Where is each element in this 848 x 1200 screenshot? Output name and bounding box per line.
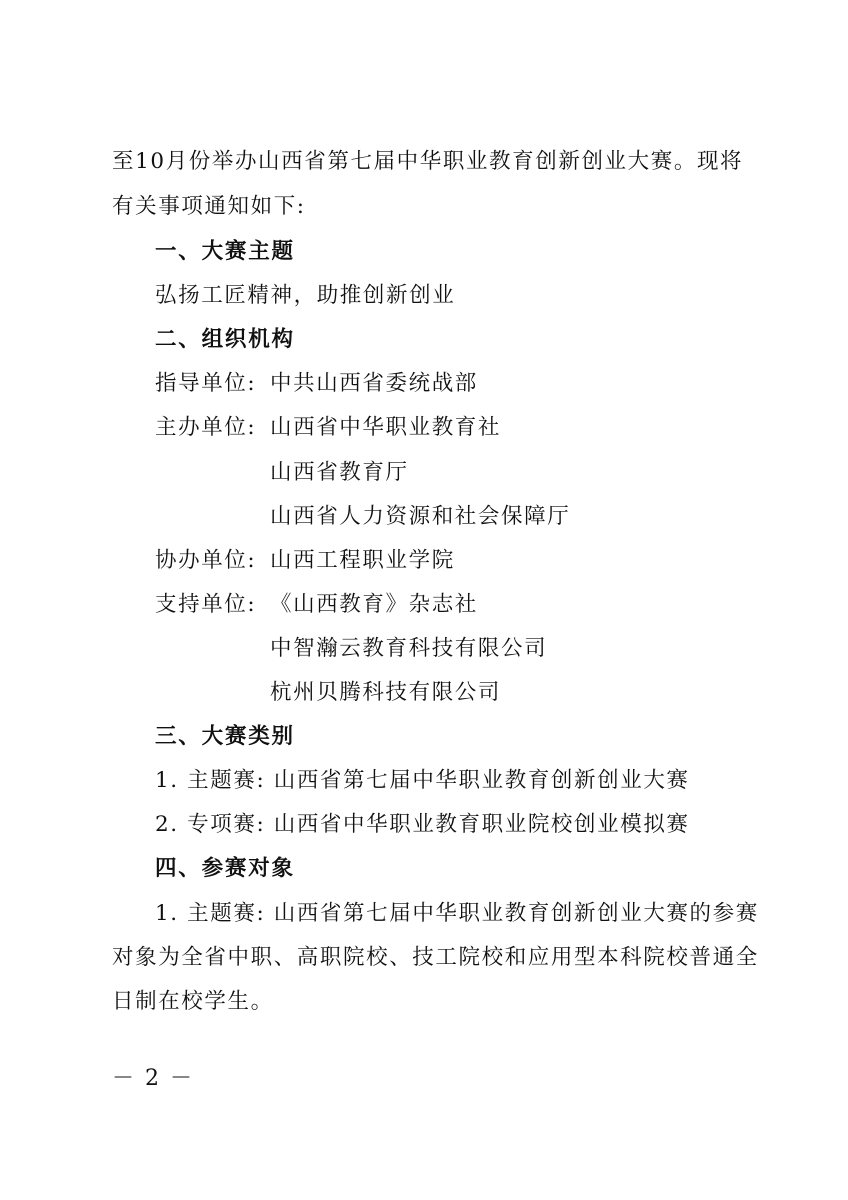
support-unit-value-3: 杭州贝腾科技有限公司: [270, 680, 502, 705]
category-item-1: 1. 主题赛: 山西省第七届中华职业教育创新创业大赛: [155, 768, 690, 793]
theme-text: 弘扬工匠精神，助推创新创业: [155, 283, 456, 308]
coorg-unit-value: 山西工程职业学院: [270, 548, 455, 573]
guide-unit-value: 中共山西省委统战部: [270, 371, 478, 396]
category-item-2: 2. 专项赛: 山西省中华职业教育职业院校创业模拟赛: [155, 812, 690, 837]
intro-line-2: 有关事项通知如下:: [112, 194, 306, 219]
support-unit-value-1: 《山西教育》杂志社: [270, 592, 478, 617]
section-heading-organization: 二、组织机构: [155, 327, 295, 352]
participants-para-line-1: 1. 主题赛: 山西省第七届中华职业教育创新创业大赛的参赛: [155, 901, 759, 926]
intro-line-1: 至10月份举办山西省第七届中华职业教育创新创业大赛。现将: [112, 149, 744, 174]
section-heading-theme: 一、大赛主题: [155, 239, 295, 264]
section-heading-participants: 四、参赛对象: [155, 856, 295, 881]
host-unit-value-2: 山西省教育厅: [270, 460, 409, 485]
support-unit-label: 支持单位:: [155, 592, 257, 617]
support-unit-value-2: 中智瀚云教育科技有限公司: [270, 636, 548, 661]
section-heading-category: 三、大赛类别: [155, 724, 295, 749]
guide-unit-label: 指导单位:: [155, 371, 257, 396]
coorg-unit-label: 协办单位:: [155, 548, 257, 573]
host-unit-value-3: 山西省人力资源和社会保障厅: [270, 504, 571, 529]
page-number: － 2 －: [112, 1066, 194, 1091]
host-unit-label: 主办单位:: [155, 415, 257, 440]
host-unit-value-1: 山西省中华职业教育社: [270, 415, 502, 440]
guide-unit-row: [155, 370, 256, 398]
participants-para-line-2: 对象为全省中职、高职院校、技工院校和应用型本科院校普通全: [112, 945, 759, 970]
participants-para-line-3: 日制在校学生。: [112, 989, 274, 1014]
